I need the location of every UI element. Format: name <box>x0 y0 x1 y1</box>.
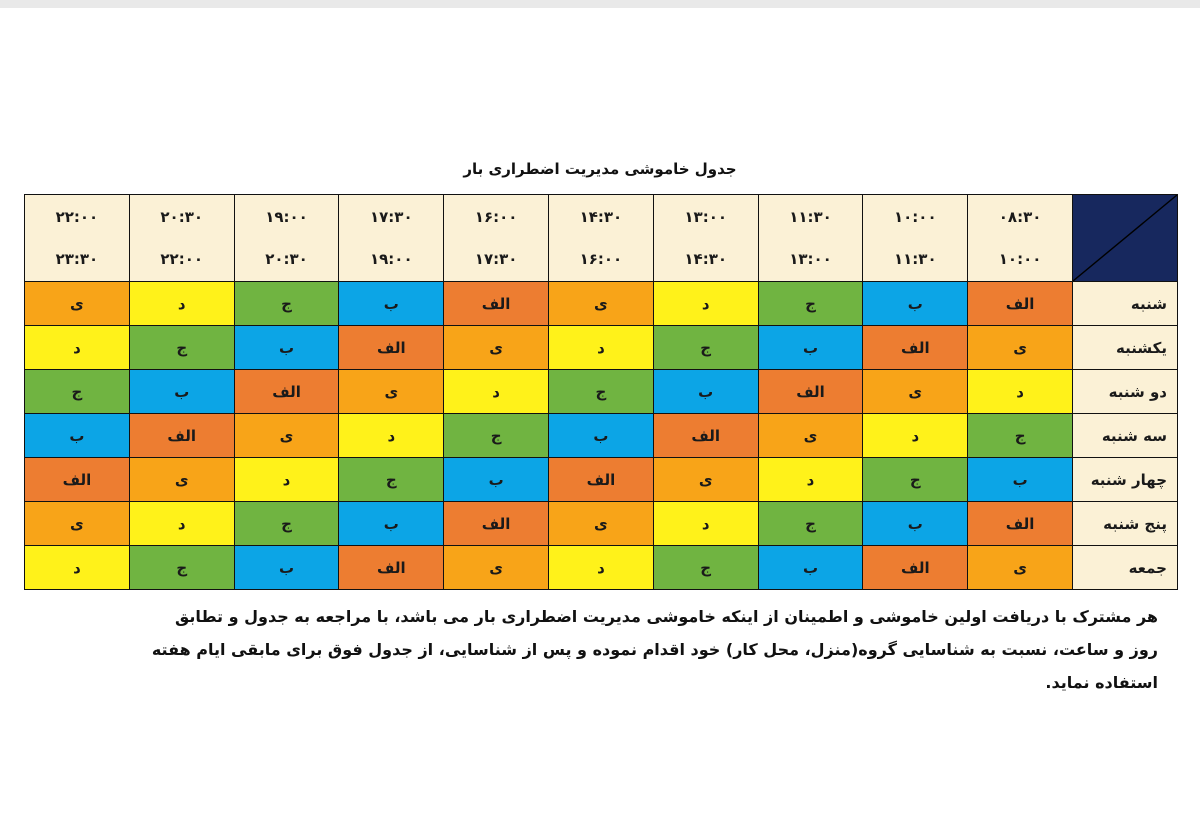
group-cell: الف <box>339 326 444 370</box>
day-label: پنج شنبه <box>1073 502 1178 546</box>
group-cell: ج <box>129 326 234 370</box>
corner-cell <box>1073 195 1178 282</box>
group-cell: الف <box>25 458 130 502</box>
day-label: یکشنبه <box>1073 326 1178 370</box>
time-slot-end: ۲۲:۰۰ <box>160 250 204 268</box>
time-slot-header <box>758 195 863 282</box>
group-cell: ج <box>234 502 339 546</box>
group-cell: الف <box>444 282 549 326</box>
time-slot-header <box>234 195 339 282</box>
time-slot-end: ۱۳:۰۰ <box>789 250 832 268</box>
group-cell: د <box>339 414 444 458</box>
time-slot-header <box>968 195 1073 282</box>
time-slot-start: ۱۷:۳۰ <box>370 208 413 226</box>
time-slot-end: ۱۱:۳۰ <box>893 250 937 268</box>
group-cell: ب <box>968 458 1073 502</box>
group-cell: د <box>25 546 130 590</box>
time-slot-end: ۱۹:۰۰ <box>370 250 413 268</box>
group-cell: الف <box>968 502 1073 546</box>
group-cell: د <box>653 282 758 326</box>
table-row <box>25 326 1178 370</box>
group-cell: الف <box>339 546 444 590</box>
time-slot-header <box>339 195 444 282</box>
time-slot-start: ۱۰:۰۰ <box>893 208 937 226</box>
time-slot-start: ۱۴:۳۰ <box>579 208 623 226</box>
group-cell: ج <box>758 282 863 326</box>
group-cell: ج <box>653 546 758 590</box>
time-slot-start: ۲۰:۳۰ <box>160 208 204 226</box>
group-cell: ب <box>339 502 444 546</box>
day-label: سه شنبه <box>1073 414 1178 458</box>
note-line: هر مشترک با دریافت اولین خاموشی و اطمینان از اینکه خاموشی مدیریت اضطراری بار می باشد، با مراجعه به جدول و تطابق <box>175 607 1158 626</box>
group-cell: ی <box>444 546 549 590</box>
group-cell: الف <box>549 458 654 502</box>
group-cell: ی <box>549 502 654 546</box>
group-cell: د <box>549 326 654 370</box>
day-label: شنبه <box>1073 282 1178 326</box>
time-slot-start: ۲۲:۰۰ <box>55 208 99 226</box>
group-cell: د <box>758 458 863 502</box>
group-cell: ب <box>758 326 863 370</box>
group-cell: ج <box>653 326 758 370</box>
time-slot-start: ۱۳:۰۰ <box>684 208 728 226</box>
table-row <box>25 458 1178 502</box>
time-slot-header <box>25 195 130 282</box>
group-cell: الف <box>863 326 968 370</box>
group-cell: ب <box>129 370 234 414</box>
group-cell: ج <box>758 502 863 546</box>
time-slot-end: ۱۴:۳۰ <box>684 250 728 268</box>
group-cell: ب <box>863 282 968 326</box>
group-cell: د <box>549 546 654 590</box>
group-cell: د <box>234 458 339 502</box>
group-cell: ب <box>863 502 968 546</box>
group-cell: ج <box>549 370 654 414</box>
group-cell: ج <box>339 458 444 502</box>
group-cell: ب <box>339 282 444 326</box>
time-slot-start: ۱۶:۰۰ <box>474 208 518 226</box>
time-slot-end: ۲۰:۳۰ <box>265 250 308 268</box>
group-cell: ب <box>549 414 654 458</box>
group-cell: ج <box>444 414 549 458</box>
time-slot-start: ۱۹:۰۰ <box>265 208 308 226</box>
group-cell: ی <box>25 502 130 546</box>
group-cell: ب <box>653 370 758 414</box>
group-cell: ی <box>549 282 654 326</box>
group-cell: ج <box>234 282 339 326</box>
group-cell: د <box>129 282 234 326</box>
day-label: دو شنبه <box>1073 370 1178 414</box>
group-cell: ی <box>25 282 130 326</box>
time-slot-header <box>129 195 234 282</box>
table-row <box>25 282 1178 326</box>
table-title: جدول خاموشی مدیریت اضطراری بار <box>463 160 737 178</box>
group-cell: الف <box>234 370 339 414</box>
top-border-strip <box>0 0 1200 8</box>
time-slot-header <box>444 195 549 282</box>
diagonal-line-icon <box>1073 195 1177 281</box>
time-slot-end: ۲۳:۳۰ <box>55 250 99 268</box>
group-cell: ب <box>444 458 549 502</box>
day-label: چهار شنبه <box>1073 458 1178 502</box>
table-row <box>25 414 1178 458</box>
group-cell: د <box>968 370 1073 414</box>
time-slot-end: ۱۷:۳۰ <box>474 250 518 268</box>
group-cell: ی <box>968 546 1073 590</box>
blackout-schedule-table <box>24 194 1178 590</box>
group-cell: الف <box>653 414 758 458</box>
group-cell: د <box>25 326 130 370</box>
group-cell: د <box>653 502 758 546</box>
time-slot-end: ۱۶:۰۰ <box>579 250 623 268</box>
group-cell: ج <box>863 458 968 502</box>
group-cell: ب <box>25 414 130 458</box>
time-slot-start: ۱۱:۳۰ <box>789 208 832 226</box>
group-cell: الف <box>968 282 1073 326</box>
group-cell: الف <box>129 414 234 458</box>
time-slot-header <box>549 195 654 282</box>
table-row <box>25 502 1178 546</box>
day-label: جمعه <box>1073 546 1178 590</box>
time-slot-end: ۱۰:۰۰ <box>998 250 1042 268</box>
note-line: روز و ساعت، نسبت به شناسایی گروه(منزل، محل کار) خود اقدام نموده و پس از شناسایی، از جدول فوق برای مابقی ایام هفته <box>151 640 1158 659</box>
group-cell: ب <box>758 546 863 590</box>
group-cell: الف <box>444 502 549 546</box>
group-cell: ج <box>129 546 234 590</box>
group-cell: ی <box>968 326 1073 370</box>
note-line: استفاده نماید. <box>1045 673 1158 692</box>
group-cell: د <box>444 370 549 414</box>
group-cell: الف <box>863 546 968 590</box>
group-cell: ج <box>25 370 130 414</box>
group-cell: الف <box>758 370 863 414</box>
time-slot-start: ۰۸:۳۰ <box>998 208 1042 226</box>
group-cell: ی <box>653 458 758 502</box>
time-slot-header <box>653 195 758 282</box>
group-cell: ب <box>234 326 339 370</box>
group-cell: د <box>129 502 234 546</box>
group-cell: د <box>863 414 968 458</box>
table-row <box>25 370 1178 414</box>
table-row <box>25 546 1178 590</box>
schedule-body <box>25 282 1178 590</box>
group-cell: ب <box>234 546 339 590</box>
group-cell: ی <box>758 414 863 458</box>
time-header-row <box>25 195 1178 282</box>
group-cell: ی <box>339 370 444 414</box>
group-cell: ی <box>234 414 339 458</box>
group-cell: ی <box>863 370 968 414</box>
time-slot-header <box>863 195 968 282</box>
group-cell: ی <box>129 458 234 502</box>
group-cell: ج <box>968 414 1073 458</box>
group-cell: ی <box>444 326 549 370</box>
instructions-note <box>40 600 1158 699</box>
